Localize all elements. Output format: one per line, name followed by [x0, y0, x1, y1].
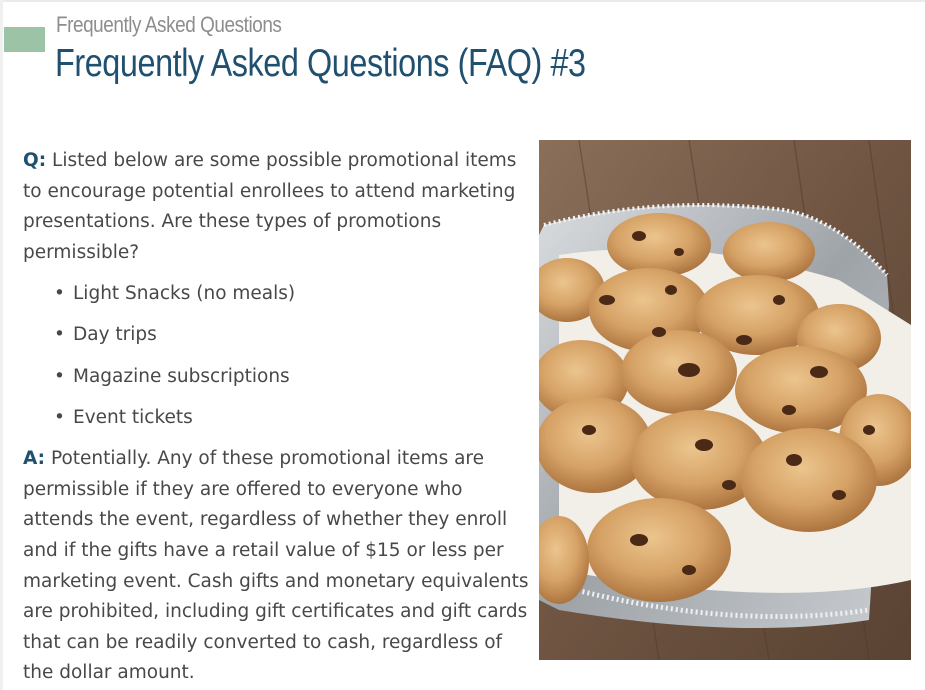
list-item	[50, 279, 535, 310]
cookie	[723, 222, 815, 282]
list-item	[50, 403, 535, 434]
list-item-text: Magazine subscriptions	[73, 365, 290, 387]
list-item-text: Day trips	[73, 324, 157, 346]
left-divider	[0, 0, 3, 690]
faq-content	[23, 146, 535, 689]
answer-paragraph	[23, 444, 535, 689]
cookie	[587, 498, 731, 602]
bullet-icon: •	[54, 324, 65, 346]
question-label: Q:	[23, 150, 47, 171]
cookie	[607, 213, 711, 277]
list-item-text: Event tickets	[73, 406, 193, 428]
list-item	[50, 320, 535, 351]
answer-text: Potentially. Any of these promotional items are permissible if they are offered to everyone who attends the event, regardless of whether they enroll and if the gifts have a retail value of $15 or less per marketing event. Cash gifts and monetary equivalents are prohibited, including gift certificates and gift cards that can be readily converted to cash, regardless of the dollar amount.	[23, 448, 529, 684]
section-eyebrow: Frequently Asked Questions	[56, 12, 282, 37]
page-title: Frequently Asked Questions (FAQ) #3	[55, 42, 586, 85]
answer-label: A:	[23, 448, 46, 470]
question-paragraph	[23, 146, 535, 268]
top-divider	[0, 0, 925, 2]
bullet-icon: •	[54, 365, 65, 387]
cookie	[741, 428, 877, 532]
question-text: Listed below are some possible promotional items to encourage potential enrollees to attend marketing presentations. Are these types of promotions permissible?	[23, 150, 517, 263]
list-item	[50, 362, 535, 393]
accent-bar	[4, 27, 45, 52]
list-item-text: Light Snacks (no meals)	[73, 283, 296, 305]
cookies-photo	[539, 140, 911, 660]
bullet-icon: •	[54, 283, 65, 305]
cookies-illustration	[539, 140, 911, 660]
bullet-icon: •	[54, 406, 65, 428]
promotion-list	[23, 279, 535, 433]
